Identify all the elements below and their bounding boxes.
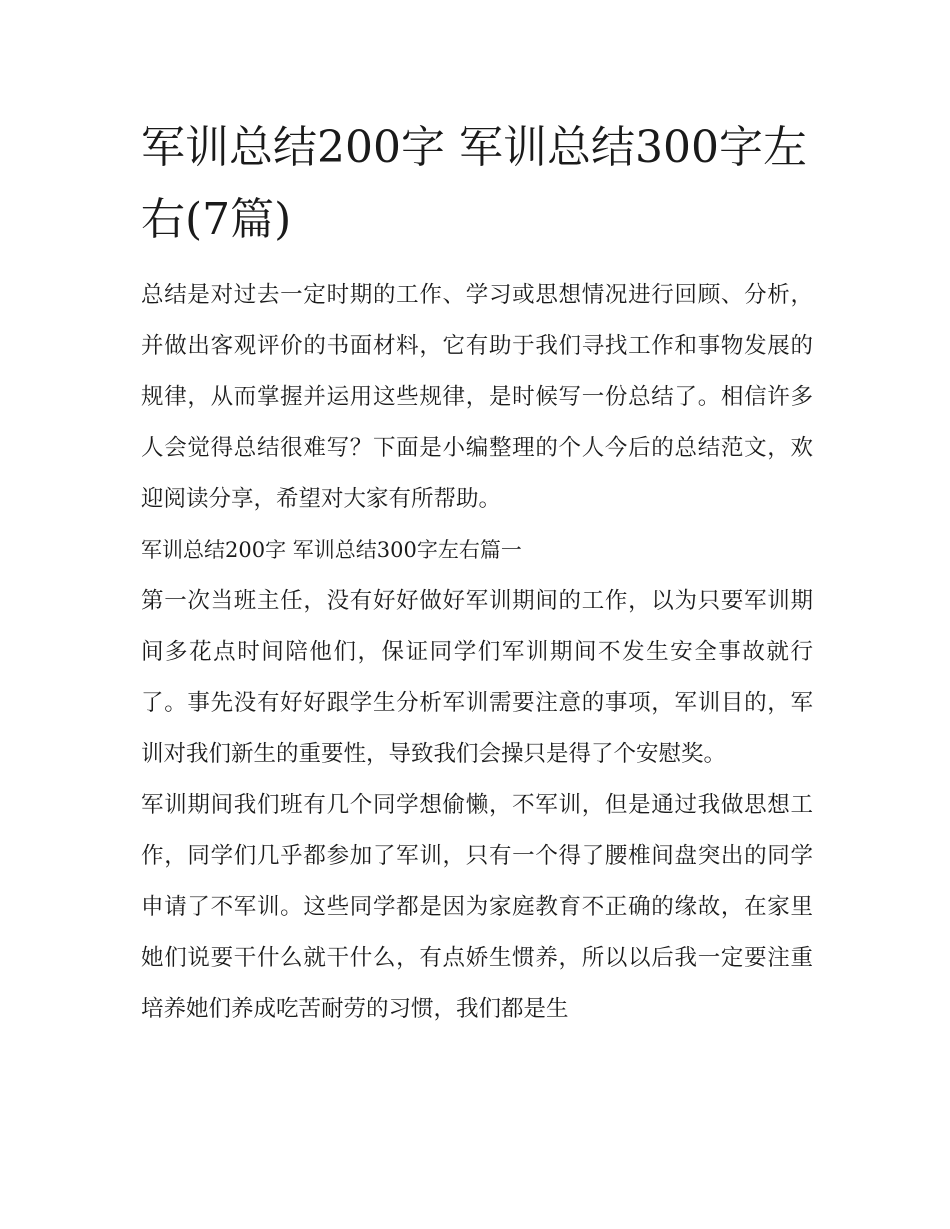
section-paragraph-1: 第一次当班主任，没有好好做好军训期间的工作，以为只要军训期间多花点时间陪他们，保证同学们军训期间不发生安全事故就行了。事先没有好好跟学生分析军训需要注意的事项，军训目的，军训对我们新生的重要性，导致我们会操只是得了个安慰奖。 (141, 588, 813, 767)
section-paragraph-2: 军训期间我们班有几个同学想偷懒，不军训，但是通过我做思想工作，同学们几乎都参加了军训，只有一个得了腰椎间盘突出的同学申请了不军训。这些同学都是因为家庭教育不正确的缘故，在家里她们说要干什么就干什么，有点娇生惯养，所以以后我一定要注重培养她们养成吃苦耐劳的习惯，我们都是生 (141, 792, 813, 1022)
intro-paragraph: 总结是对过去一定时期的工作、学习或思想情况进行回顾、分析，并做出客观评价的书面材料，它有助于我们寻找工作和事物发展的规律，从而掌握并运用这些规律，是时候写一份总结了。相信许多人会觉得总结很难写？下面是小编整理的个人今后的总结范文，欢迎阅读分享，希望对大家有所帮助。 (141, 282, 813, 512)
document-page (141, 112, 813, 1035)
document-title: 军训总结200字 军训总结300字左右(7篇) (141, 122, 807, 245)
section-heading: 军训总结200字 军训总结300字左右篇一 (141, 538, 522, 562)
